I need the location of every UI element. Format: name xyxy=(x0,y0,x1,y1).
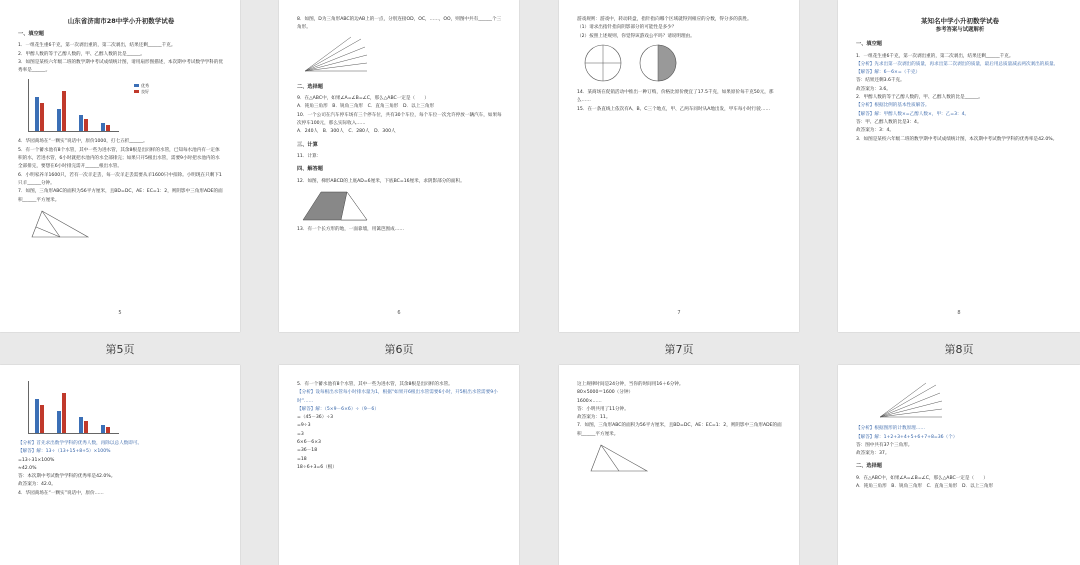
question-line: 7．如图，三角形ABC的面积为56平方厘米，且BD=DC，AE：EC=1：2，则阴影中三角形ADE的面积______平方厘米。 xyxy=(18,189,223,203)
page-10[interactable] xyxy=(279,365,519,565)
chart-legend xyxy=(134,83,149,95)
bar xyxy=(62,91,66,131)
answer-line: 【解答】解：甲醇人数×=乙醇人数×，甲：乙=3：4。 xyxy=(856,111,970,117)
bar xyxy=(62,393,66,433)
page-6[interactable] xyxy=(279,0,519,332)
triangle-figure xyxy=(22,209,92,241)
question-line: 9．在△ABC中，如果∠A=∠B=∠C，那么△ABC一定是（ ） xyxy=(297,96,429,102)
legend-label: 良好 xyxy=(141,89,149,95)
answer-line: 故答案为：3：4。 xyxy=(856,128,895,134)
question-line: 5．有一个蓄水池有8个水管，其中一些为进水管，其余8根是出同样的水管。 xyxy=(297,382,453,387)
bar xyxy=(101,425,105,433)
answer-line: 故答案为：11。 xyxy=(577,415,611,421)
page-label: 第6页 xyxy=(384,343,414,356)
answer-line: 【解答】解：1+2+3+4+5+6+7+8=36（个） xyxy=(856,434,958,440)
page-5[interactable] xyxy=(0,0,240,332)
answer-line: 答：小明共用了11分钟。 xyxy=(577,406,629,412)
answer-line: =9÷3 xyxy=(297,423,311,429)
page-title: 山东省济南市28中学小升初数学试卷 xyxy=(67,17,175,25)
answer-line: =13÷31×100% xyxy=(18,457,55,463)
question-line: A．240人 B．300人 C．280人 D．300人 xyxy=(297,129,396,135)
bar xyxy=(35,97,39,131)
answer-line: 18÷6+3=6（根） xyxy=(297,464,337,470)
bar-chart xyxy=(28,381,119,434)
section-heading: 一、填空题 xyxy=(856,41,882,48)
page-label: 第8页 xyxy=(944,343,974,356)
triangle-figure xyxy=(581,443,651,475)
page-number: 5 xyxy=(118,310,122,316)
question-line: 11．计算： xyxy=(297,153,322,159)
section-heading: 二、选择题 xyxy=(856,463,882,470)
answer-line: 1600×…… xyxy=(577,398,602,404)
answer-line: 【解答】解：6－6×=（千克） xyxy=(856,70,921,76)
bar xyxy=(106,427,110,433)
answer-line: 答：结果还剩3.6千克。 xyxy=(856,78,905,84)
question-line: （2）按照上述规则，你觉得该游戏公平吗？请说明理由。 xyxy=(577,33,695,39)
question-line: 13．有一个长方形的地，一面靠墙，用篱笆围成…… xyxy=(297,227,404,233)
page-12[interactable] xyxy=(838,365,1080,565)
section-heading: 二、选择题 xyxy=(297,83,323,90)
question-line: 4．华园商场在“一颗实”说话中，原价…… xyxy=(18,490,104,496)
answer-line: 80×5000＝1600（分钟） xyxy=(577,390,634,396)
page-number: 6 xyxy=(397,310,401,316)
question-line: 12．如图，梯形ABCD的上底AD=6厘米，下底BC=16厘米，求阴影部分的面积。 xyxy=(297,178,465,184)
analysis-line: 【分析】先求出第一次剥出的质量，再求出第二次剥出的质量，最后用总质量减去两次剥出的质量。 xyxy=(856,61,1059,67)
answer-line: =36－18 xyxy=(297,448,318,454)
question-line: 6．小明家养羊1600只，若有一次羊走丢，每一次羊走丢需要从羊1600只中扣除。小明现在只剩下1只羊______分钟。 xyxy=(18,172,222,186)
question-line: 3．如图是某校六年级二班的数学期中考试成绩统计图，本次期中考试数学学科的优秀率是42.0%。 xyxy=(856,136,1058,142)
bar xyxy=(106,125,110,131)
question-line: 9．在△ABC中，如果∠A=∠B=∠C，那么△ABC一定是（ ） xyxy=(856,475,988,481)
question-line: 5．有一个蓄水池有8个水管，其中一些为进水管，其余8根是出同样的水管，已知每水池内有一定体积的水，若进水管，6小时就把水池内的水全部排完；如果只开5根出水管，需要9小时把水池内的水全部排完，要想在6小时排完需开______根出水管。 xyxy=(18,147,220,170)
question-line: 游戏规则：游戏中，转动转盘，指针指向哪个区域就得到相应的分数，得分多的获胜。 xyxy=(577,17,752,22)
bar xyxy=(84,421,88,433)
section-heading: 三、计算 xyxy=(297,141,318,148)
bar xyxy=(40,405,44,433)
bar xyxy=(35,399,39,433)
bar xyxy=(57,411,61,433)
question-line: A．钝角三角形 B．锐角三角形 C．直角三角形 D．以上三角形 xyxy=(297,104,435,110)
answer-line: 这上规律时间是24分钟，当你的时间用16＋6分钟。 xyxy=(577,382,684,387)
bar xyxy=(79,417,83,433)
section-heading: 一、填空题 xyxy=(18,31,44,37)
question-line: 3．如图是某校六年级二班的数学期中考试成绩统计图，请用扇形图描述，本次期中考试数学学科的优秀率是______。 xyxy=(18,59,224,74)
answer-line: 故答案为：37。 xyxy=(856,451,890,457)
answer-line: 答：甲、乙醇人数的比是3：4。 xyxy=(856,119,922,125)
question-line: （1）请求出指针指向阴影部分的可能性是多少？ xyxy=(577,25,677,31)
answer-line: 故答案为：3.6。 xyxy=(856,86,891,92)
analysis-line: 【分析】设每根出水管每小时排水量为1，根据“如果开6根出水管需要6小时，开5根出水管需要9小时”…… xyxy=(297,390,498,404)
bar xyxy=(40,103,44,131)
page-9[interactable] xyxy=(0,365,240,565)
answer-line: =18 xyxy=(297,456,307,462)
section-heading: 四、解答题 xyxy=(297,166,323,173)
fan-figure xyxy=(301,35,371,75)
question-line: 8．如图，D为三角形ABC的边AB上的一点，分别连接OD，OC，……，OO，则图中共有______个三角形。 xyxy=(297,17,502,31)
page-7[interactable] xyxy=(559,0,799,332)
page-label: 第7页 xyxy=(664,343,694,356)
question-line: 14．某商场在促销活动中推出一种订购，价格比原价便宜了17.5千克，如果原价每千克50元，那么…… xyxy=(577,90,774,104)
answer-line: 【解答】解：13÷（13+15+8+5）×100% xyxy=(18,449,111,455)
answer-line: 【解答】解：（5×9－6×6）÷（9－6） xyxy=(297,406,379,412)
analysis-line: 【分析】根据图形的计数原理…… xyxy=(856,426,925,432)
answer-line: 答：本次期中考试数学学科的优秀率是42.0%。 xyxy=(18,474,116,480)
question-line: 1．一组花生重6千克，第一次剥出重的，第二次剥出，结果还剩______千克。 xyxy=(856,53,1014,59)
answer-line: =（45－36）÷3 xyxy=(297,415,334,421)
page-number: 7 xyxy=(677,310,681,316)
page-number: 8 xyxy=(957,310,961,316)
question-line: 2．甲醇人数的等于乙醇人数的，甲、乙醇人数的比是______。 xyxy=(18,51,145,57)
analysis-line: 【分析】首先求出数学学科的优秀人数，再除以总人数即可。 xyxy=(18,441,143,446)
bar-chart xyxy=(28,79,149,132)
question-line: 2．甲醇人数的等于乙醇人数的，甲、乙醇人数的比是______。 xyxy=(856,95,983,101)
question-line: 7．如图，三角形ABC的面积为56平方厘米，且BD=DC，AE：EC=1：2，则阴影中三角形ADE的面积______平方厘米。 xyxy=(577,423,782,437)
answer-line: 故答案为：42.0。 xyxy=(18,482,56,488)
legend-label: 优秀 xyxy=(141,83,149,89)
page-8[interactable] xyxy=(838,0,1080,332)
question-line: 4．华园商场在“一颗实”说话中，原价1000，打七五折______。 xyxy=(18,139,148,145)
fan-figure xyxy=(876,381,946,421)
page-title: 某知名中学小升初数学试卷 xyxy=(921,17,999,25)
bar xyxy=(84,119,88,131)
question-line: 10．一个公司在汽车停车场有三个停车位，共有30个车位，每个车位一次允许停放一辆汽车，如果每次停车100元，那么实际收入…… xyxy=(297,112,502,127)
question-line: A．钝角三角形 B．锐角三角形 C．直角三角形 D．以上三角形 xyxy=(856,484,994,490)
answer-line: =3 xyxy=(297,431,304,437)
answer-line: 6×6－6×3 xyxy=(297,440,321,446)
bar xyxy=(79,115,83,131)
page-label: 第5页 xyxy=(105,343,135,356)
question-line: 1．一组花生重6千克，第一次剥出重的，第二次剥出，结果还剩______千克。 xyxy=(18,43,176,49)
bar xyxy=(101,123,105,131)
spinner-figure xyxy=(583,43,693,85)
page-subtitle: 参考答案与试题解析 xyxy=(935,27,985,33)
page-11[interactable] xyxy=(559,365,799,565)
bar xyxy=(57,109,61,131)
trapezoid-figure xyxy=(301,188,371,222)
question-line: 15．在一条直线上依次有A、B、C三个地点，甲、乙两车同时从A地出发，甲车每小时行驶…… xyxy=(577,106,771,112)
analysis-line: 【分析】根据比例的基本性质解答。 xyxy=(856,103,930,109)
answer-line: ≈42.0% xyxy=(18,465,37,471)
answer-line: 答：图中共有37个三角形。 xyxy=(856,442,913,448)
